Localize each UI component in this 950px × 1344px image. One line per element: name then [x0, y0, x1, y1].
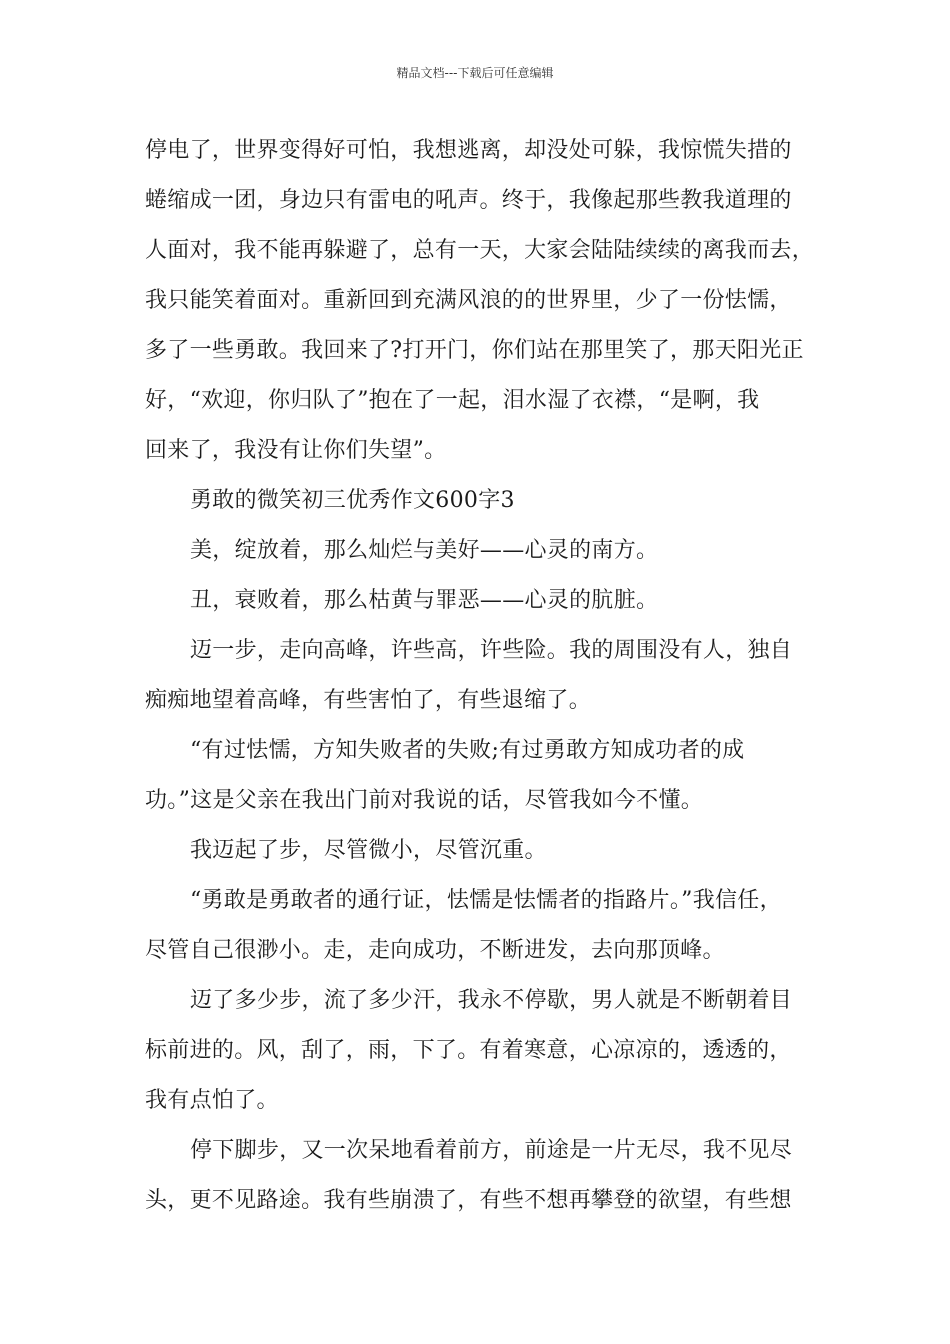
text-line: 丑，衰败着，那么枯黄与罪恶——心灵的肮脏。	[190, 588, 659, 613]
text-line: 迈了多少步，流了多少汗，我永不停歇，男人就是不断朝着目	[190, 988, 793, 1013]
text-line: 停电了，世界变得好可怕，我想逃离，却没处可躲，我惊慌失措的	[145, 138, 792, 163]
text-line: “有过怯懦，方知失败者的失败;有过勇敢方知成功者的成	[190, 738, 745, 763]
text-line: 人面对，我不能再躲避了，总有一天，大家会陆陆续续的离我而去，	[145, 238, 815, 263]
text-line: 迈一步，走向高峰，许些高，许些险。我的周围没有人，独自	[190, 638, 793, 663]
text-line: 尽管自己很渺小。走，走向成功，不断进发，去向那顶峰。	[145, 938, 725, 963]
text-line: 我迈起了步，尽管微小，尽管沉重。	[190, 838, 547, 863]
text-line: 勇敢的微笑初三优秀作文600字3	[190, 488, 515, 513]
text-line: 好，“欢迎，你归队了”抱在了一起，泪水湿了衣襟，“是啊，我	[145, 388, 760, 413]
page-header: 精品文档---下载后可任意编辑	[396, 66, 554, 80]
text-line: 停下脚步，又一次呆地看着前方，前途是一片无尽，我不见尽	[190, 1138, 793, 1163]
text-line: 头，更不见路途。我有些崩溃了，有些不想再攀登的欲望，有些想	[145, 1188, 792, 1213]
text-line: “勇敢是勇敢者的通行证，怯懦是怯懦者的指路片。”我信任，	[190, 888, 782, 913]
text-line: 标前进的。风，刮了，雨，下了。有着寒意，心凉凉的，透透的，	[145, 1038, 792, 1063]
text-line: 功。”这是父亲在我出门前对我说的话，尽管我如今不懂。	[145, 788, 704, 813]
text-line: 蜷缩成一团，身边只有雷电的吼声。终于，我像起那些教我道理的	[145, 188, 792, 213]
text-line: 多了一些勇敢。我回来了?打开门，你们站在那里笑了，那天阳光正	[145, 338, 804, 363]
article-body	[145, 126, 835, 1226]
text-line: 我只能笑着面对。重新回到充满风浪的的世界里，少了一份怯懦，	[145, 288, 792, 313]
text-line: 痴痴地望着高峰，有些害怕了，有些退缩了。	[145, 688, 592, 713]
text-line: 我有点怕了。	[145, 1088, 279, 1113]
text-line: 美，绽放着，那么灿烂与美好——心灵的南方。	[190, 538, 659, 563]
text-line: 回来了，我没有让你们失望”。	[145, 438, 447, 463]
